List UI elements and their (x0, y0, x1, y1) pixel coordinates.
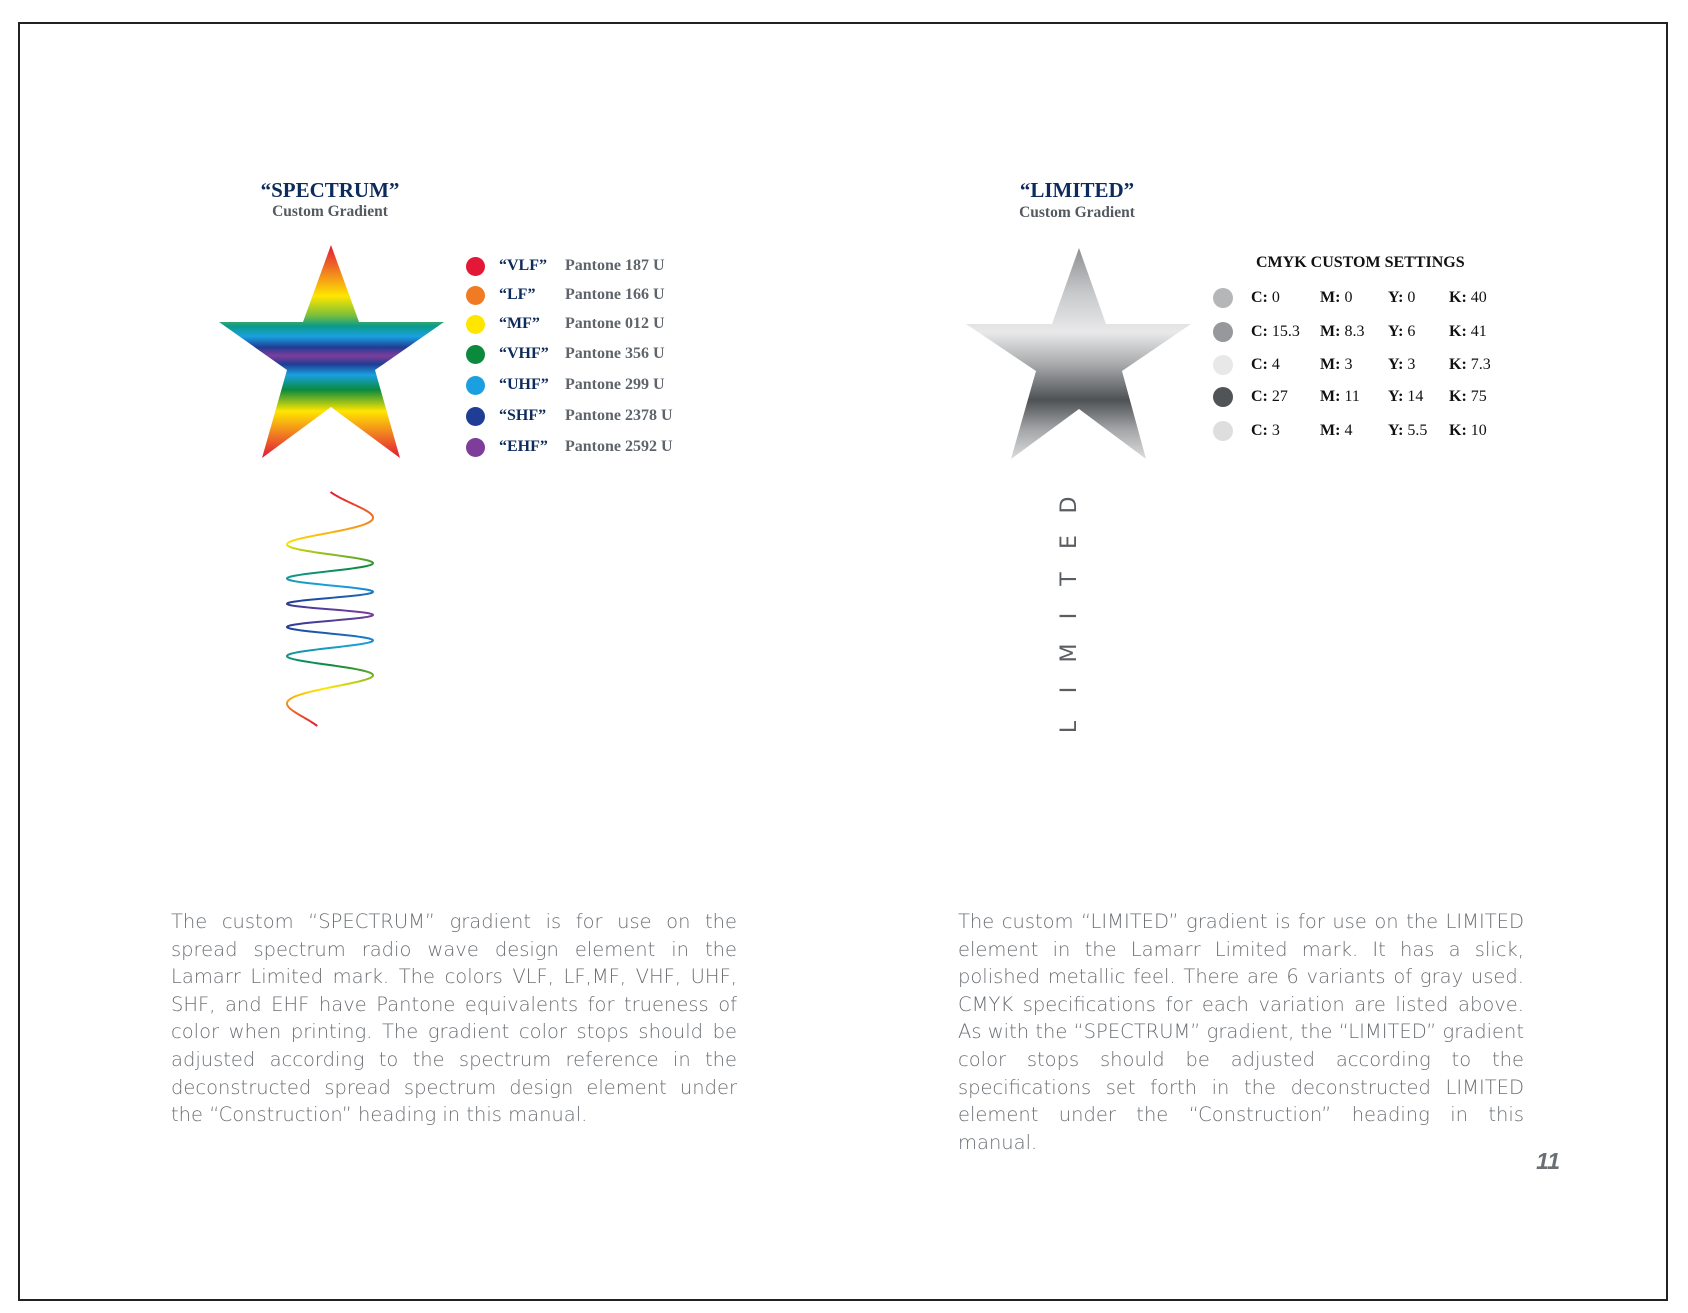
band-label: “UHF” (499, 376, 549, 393)
spectrum-subtitle: Custom Gradient (272, 203, 388, 220)
limited-title: “LIMITED” (1019, 178, 1135, 202)
y-value: 3 (1407, 356, 1416, 373)
gray-swatch-dot (1213, 421, 1233, 441)
pantone-label: Pantone 2378 U (565, 407, 673, 424)
y-label: Y: (1388, 289, 1404, 306)
cmyk-k (1449, 388, 1509, 406)
swatch-dot (466, 345, 485, 364)
k-value: 41 (1470, 323, 1487, 340)
m-value: 0 (1344, 289, 1353, 306)
y-label: Y: (1388, 422, 1404, 439)
legend-item-shf (466, 402, 673, 430)
gray-swatch-dot (1213, 387, 1233, 407)
cmyk-k (1449, 422, 1509, 440)
limited-description: The custom “LIMITED” gradient is for use on the LIMITED element in the Lamarr Limited mark. It has a slick, polished metallic feel. There are 6 variants of gray used. CMYK specifications for each variation are listed above. As with the “SPECTRUM” gradient, the “LIMITED” gradient color stops should be adjusted according to the specifications set forth in the deconstructed LIMITED element under the “Construction” heading in this manual. (958, 910, 1524, 1154)
limited-subtitle: Custom Gradient (1019, 204, 1135, 221)
cmyk-c (1251, 388, 1320, 406)
wordmark-letter: T (1057, 572, 1082, 586)
wordmark-letter: L (1057, 720, 1082, 734)
cmyk-row (1213, 417, 1509, 445)
cmyk-heading: CMYK CUSTOM SETTINGS (1256, 254, 1465, 271)
k-label: K: (1449, 289, 1467, 306)
cmyk-y (1388, 289, 1449, 307)
y-label: Y: (1388, 323, 1404, 340)
swatch-dot (466, 407, 485, 426)
pantone-label: Pantone 166 U (565, 286, 665, 303)
legend-item-vhf (466, 340, 665, 368)
swatch-dot (466, 438, 485, 457)
cmyk-m (1320, 356, 1388, 374)
k-value: 10 (1470, 422, 1487, 439)
c-value: 4 (1271, 356, 1280, 373)
c-label: C: (1251, 289, 1268, 306)
legend-item-vlf (466, 252, 665, 280)
legend-item-mf (466, 310, 665, 338)
cmyk-k (1449, 289, 1509, 307)
c-value: 0 (1271, 289, 1280, 306)
k-value: 7.3 (1470, 356, 1491, 373)
cmyk-k (1449, 356, 1509, 374)
legend-item-lf (466, 281, 665, 309)
cmyk-m (1320, 388, 1388, 406)
band-label: “MF” (499, 315, 540, 332)
band-label: “VHF” (499, 345, 549, 362)
c-value: 15.3 (1271, 323, 1300, 340)
cmyk-k (1449, 323, 1509, 341)
band-label: “EHF” (499, 438, 548, 455)
m-value: 3 (1344, 356, 1353, 373)
cmyk-row (1213, 284, 1509, 312)
limited-star-icon (966, 248, 1192, 460)
pantone-label: Pantone 187 U (565, 257, 665, 274)
y-value: 6 (1407, 323, 1416, 340)
y-value: 0 (1407, 289, 1416, 306)
cmyk-row (1213, 318, 1509, 346)
swatch-dot (466, 376, 485, 395)
wordmark-letter: E (1057, 535, 1082, 549)
cmyk-c (1251, 289, 1320, 307)
y-value: 5.5 (1407, 422, 1428, 439)
c-label: C: (1251, 388, 1268, 405)
band-label: “LF” (499, 286, 536, 303)
cmyk-y (1388, 356, 1449, 374)
k-label: K: (1449, 422, 1467, 439)
pantone-label: Pantone 2592 U (565, 438, 673, 455)
m-label: M: (1320, 422, 1341, 439)
cmyk-row (1213, 383, 1509, 411)
cmyk-c (1251, 356, 1320, 374)
spectrum-star-icon (219, 245, 449, 459)
y-label: Y: (1388, 388, 1404, 405)
k-value: 40 (1470, 289, 1487, 306)
c-value: 3 (1271, 422, 1280, 439)
cmyk-c (1251, 422, 1320, 440)
pantone-label: Pantone 356 U (565, 345, 665, 362)
k-label: K: (1449, 356, 1467, 373)
k-label: K: (1449, 323, 1467, 340)
pantone-label: Pantone 012 U (565, 315, 665, 332)
m-value: 8.3 (1344, 323, 1365, 340)
cmyk-m (1320, 323, 1388, 341)
wordmark-letter: D (1057, 496, 1082, 514)
m-label: M: (1320, 289, 1341, 306)
m-label: M: (1320, 388, 1341, 405)
cmyk-y (1388, 422, 1449, 440)
swatch-dot (466, 286, 485, 305)
legend-item-uhf (466, 371, 665, 399)
c-label: C: (1251, 422, 1268, 439)
c-label: C: (1251, 356, 1268, 373)
m-label: M: (1320, 323, 1341, 340)
k-value: 75 (1470, 388, 1487, 405)
band-label: “SHF” (499, 407, 547, 424)
wordmark-letter: I (1057, 686, 1082, 694)
m-value: 4 (1344, 422, 1353, 439)
wordmark-letter: M (1057, 643, 1082, 663)
cmyk-row (1213, 351, 1509, 379)
m-value: 11 (1344, 388, 1360, 405)
spread-spectrum-wave-icon (270, 490, 390, 730)
cmyk-y (1388, 323, 1449, 341)
gray-swatch-dot (1213, 322, 1233, 342)
cmyk-m (1320, 422, 1388, 440)
cmyk-c (1251, 323, 1320, 341)
pantone-label: Pantone 299 U (565, 376, 665, 393)
legend-item-ehf (466, 433, 673, 461)
spectrum-description: The custom “SPECTRUM” gradient is for use on the spread spectrum radio wave design element in the Lamarr Limited mark. The colors VLF, LF,MF, VHF, UHF, SHF, and EHF have Pantone equivalents for trueness of color when printing. The gradient color stops should be adjusted according to the spectrum reference in the deconstructed spread spectrum design element under the “Construction” heading in this manual. (171, 910, 737, 1127)
y-label: Y: (1388, 356, 1404, 373)
gray-swatch-dot (1213, 288, 1233, 308)
cmyk-m (1320, 289, 1388, 307)
gray-swatch-dot (1213, 355, 1233, 375)
spectrum-title: “SPECTRUM” (260, 178, 400, 202)
c-label: C: (1251, 323, 1268, 340)
swatch-dot (466, 257, 485, 276)
band-label: “VLF” (499, 257, 547, 274)
y-value: 14 (1407, 388, 1424, 405)
k-label: K: (1449, 388, 1467, 405)
m-label: M: (1320, 356, 1341, 373)
swatch-dot (466, 315, 485, 334)
page-number: 11 (1536, 1148, 1560, 1174)
cmyk-y (1388, 388, 1449, 406)
c-value: 27 (1271, 388, 1288, 405)
wordmark-letter: I (1057, 612, 1082, 620)
